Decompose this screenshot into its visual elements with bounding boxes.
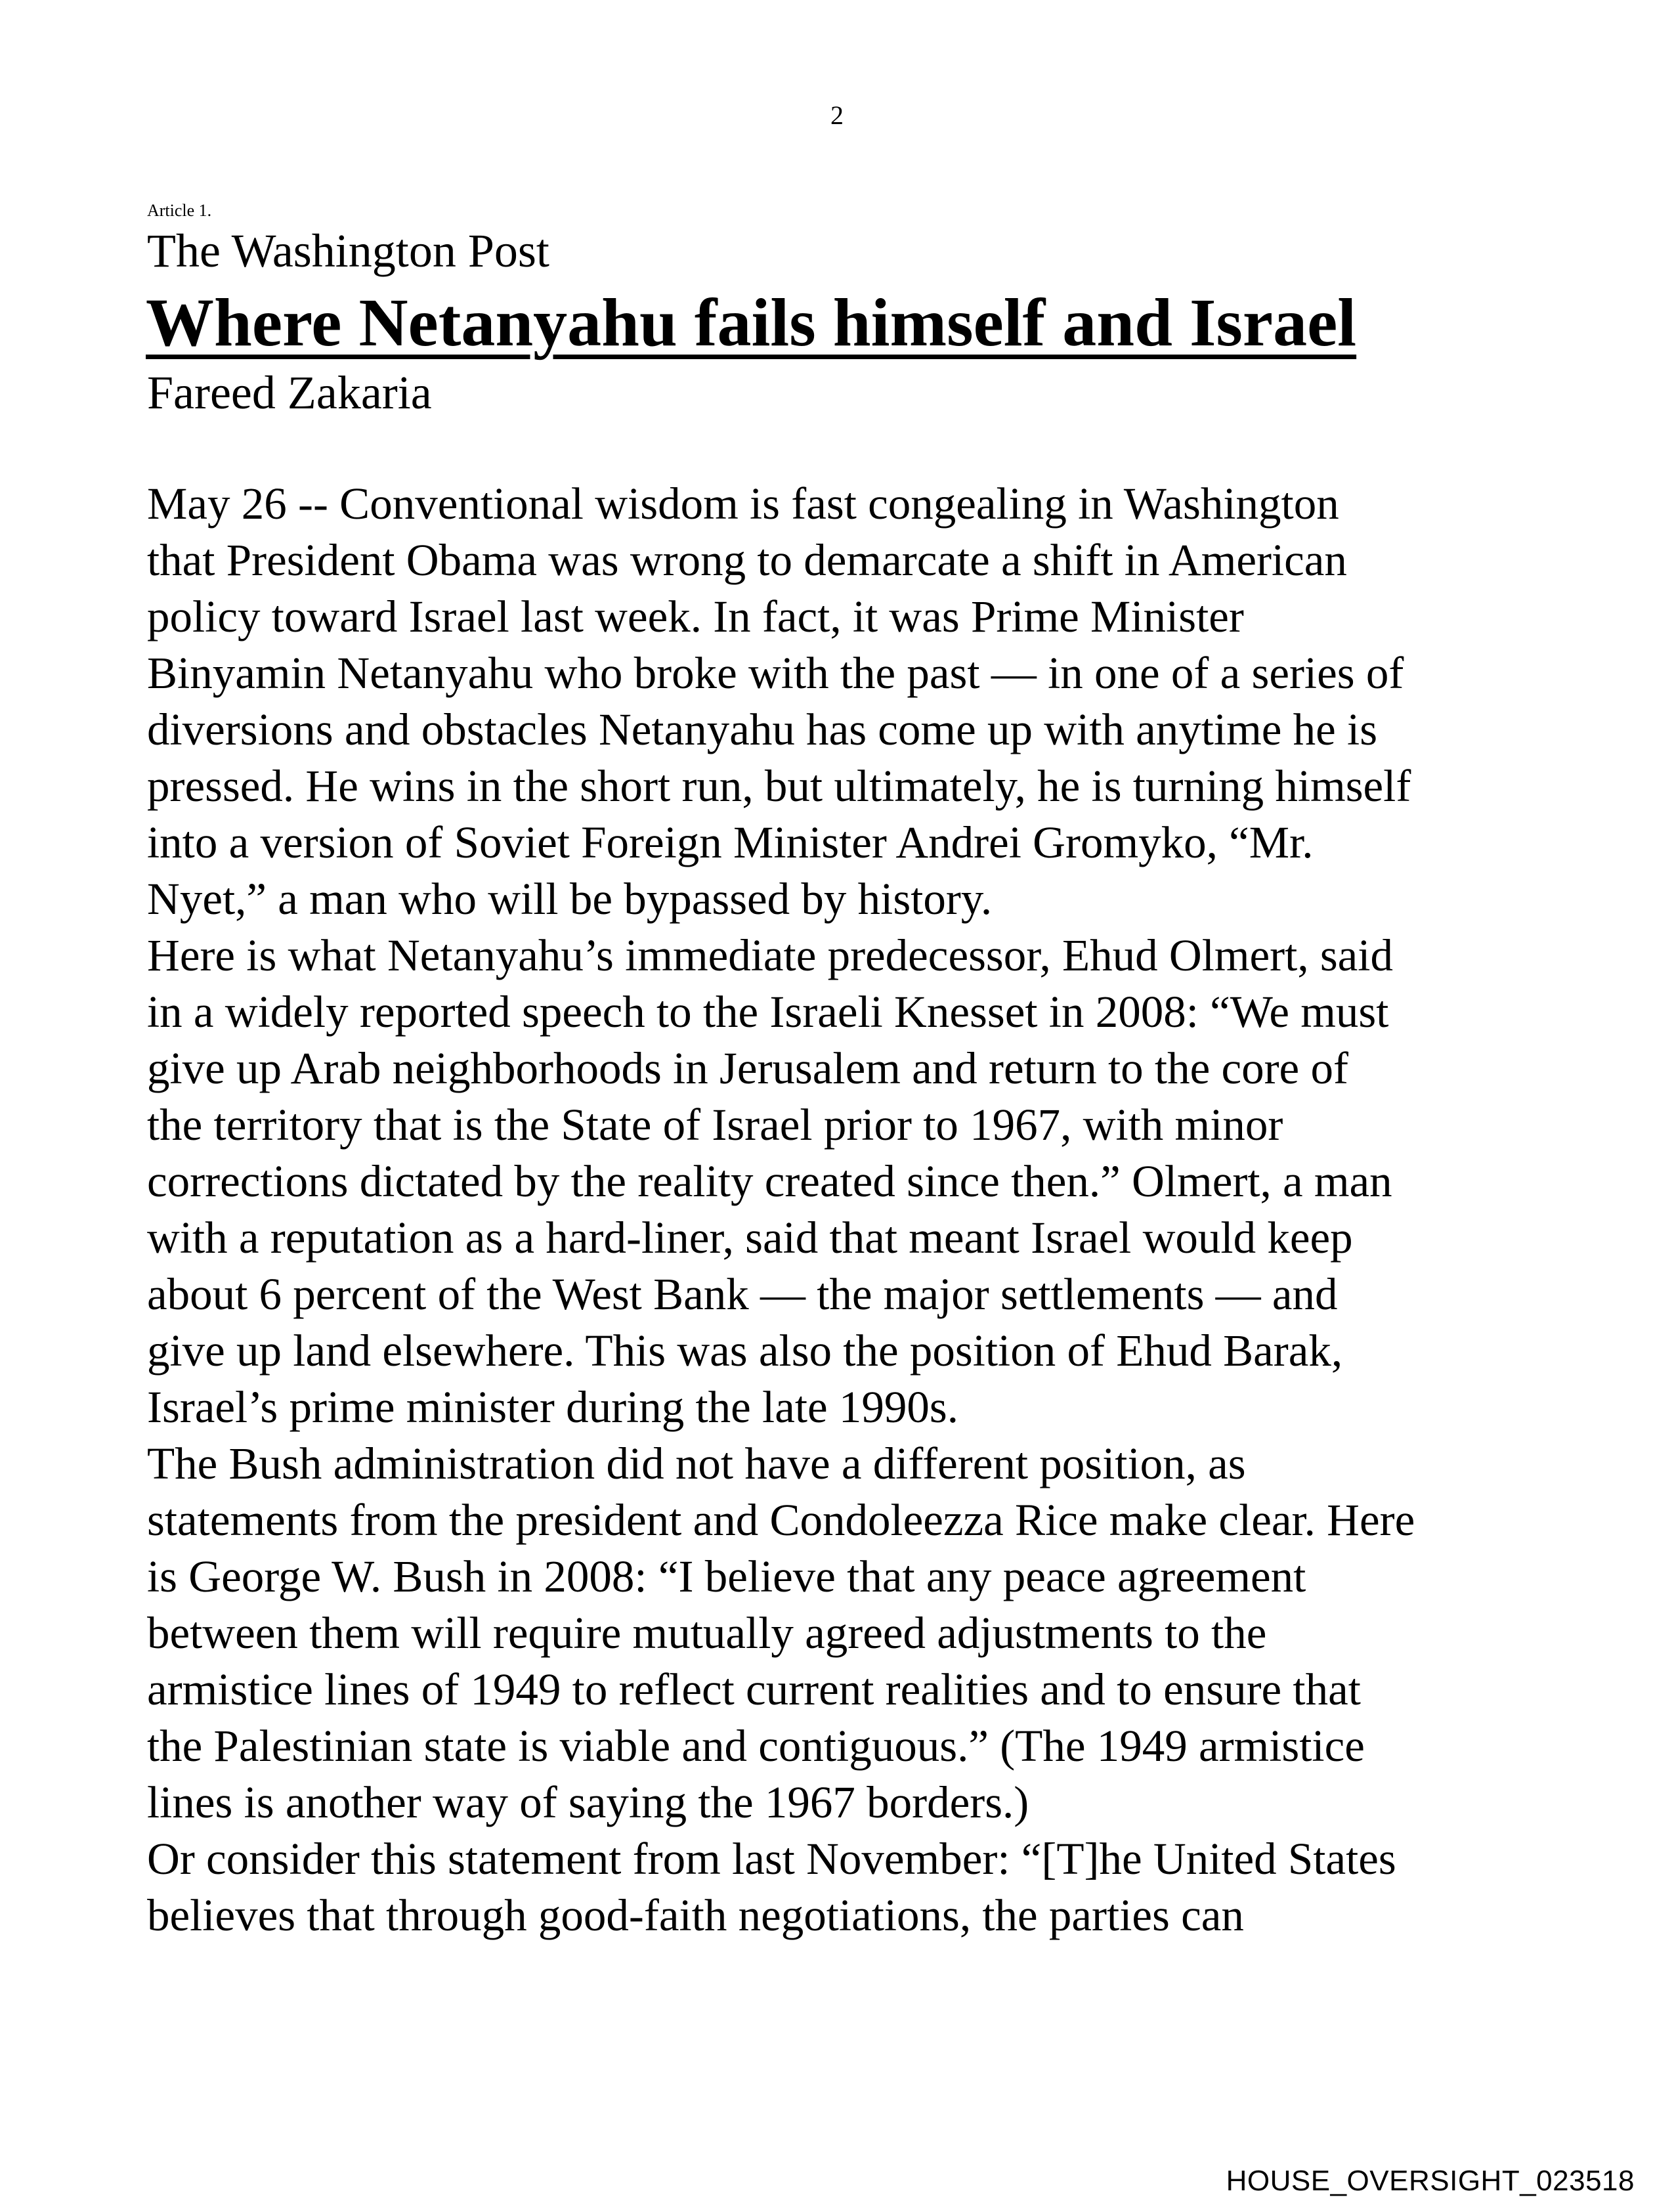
body-line: armistice lines of 1949 to reflect current realities and to ensure that xyxy=(147,1664,1361,1714)
body-line: Here is what Netanyahu’s immediate predecessor, Ehud Olmert, said xyxy=(147,930,1393,980)
body-line: in a widely reported speech to the Israeli Knesset in 2008: “We must xyxy=(147,987,1389,1037)
body-line: diversions and obstacles Netanyahu has come up with anytime he is xyxy=(147,705,1378,754)
body-line: the Palestinian state is viable and contiguous.” (The 1949 armistice xyxy=(147,1721,1365,1771)
body-line: the territory that is the State of Israel prior to 1967, with minor xyxy=(147,1100,1283,1150)
publication-name: The Washington Post xyxy=(147,225,549,277)
body-line: give up land elsewhere. This was also the position of Ehud Barak, xyxy=(147,1326,1343,1376)
body-line: Or consider this statement from last November: “[T]he United States xyxy=(147,1834,1396,1884)
document-id: HOUSE_OVERSIGHT_023518 xyxy=(1226,2165,1635,2197)
body-line: Binyamin Netanyahu who broke with the past — in one of a series of xyxy=(147,648,1404,698)
article-author: Fareed Zakaria xyxy=(147,366,432,419)
body-line: about 6 percent of the West Bank — the major settlements — and xyxy=(147,1269,1338,1319)
page-number: 2 xyxy=(830,100,844,130)
body-line: policy toward Israel last week. In fact, it was Prime Minister xyxy=(147,592,1244,641)
article-label: Article 1. xyxy=(147,201,212,220)
body-line: is George W. Bush in 2008: “I believe that any peace agreement xyxy=(147,1551,1306,1601)
body-line: lines is another way of saying the 1967 borders.) xyxy=(147,1777,1029,1827)
body-line: Israel’s prime minister during the late 1990s. xyxy=(147,1382,958,1432)
body-line: that President Obama was wrong to demarcate a shift in American xyxy=(147,535,1347,585)
body-line: into a version of Soviet Foreign Minister Andrei Gromyko, “Mr. xyxy=(147,817,1314,867)
body-line: Nyet,” a man who will be bypassed by history. xyxy=(147,874,993,924)
body-line: give up Arab neighborhoods in Jerusalem and return to the core of xyxy=(147,1043,1348,1093)
body-line: between them will require mutually agreed adjustments to the xyxy=(147,1608,1267,1658)
body-line: believes that through good-faith negotiations, the parties can xyxy=(147,1890,1244,1940)
body-line: corrections dictated by the reality created since then.” Olmert, a man xyxy=(147,1156,1392,1206)
article-body xyxy=(147,475,1539,1943)
body-line: with a reputation as a hard-liner, said that meant Israel would keep xyxy=(147,1213,1353,1263)
body-line: May 26 -- Conventional wisdom is fast congealing in Washington xyxy=(147,479,1339,529)
body-line: pressed. He wins in the short run, but ultimately, he is turning himself xyxy=(147,761,1411,811)
article-headline: Where Netanyahu fails himself and Israel xyxy=(146,285,1357,360)
body-line: The Bush administration did not have a different position, as xyxy=(147,1439,1246,1488)
body-line: statements from the president and Condoleezza Rice make clear. Here xyxy=(147,1495,1415,1545)
